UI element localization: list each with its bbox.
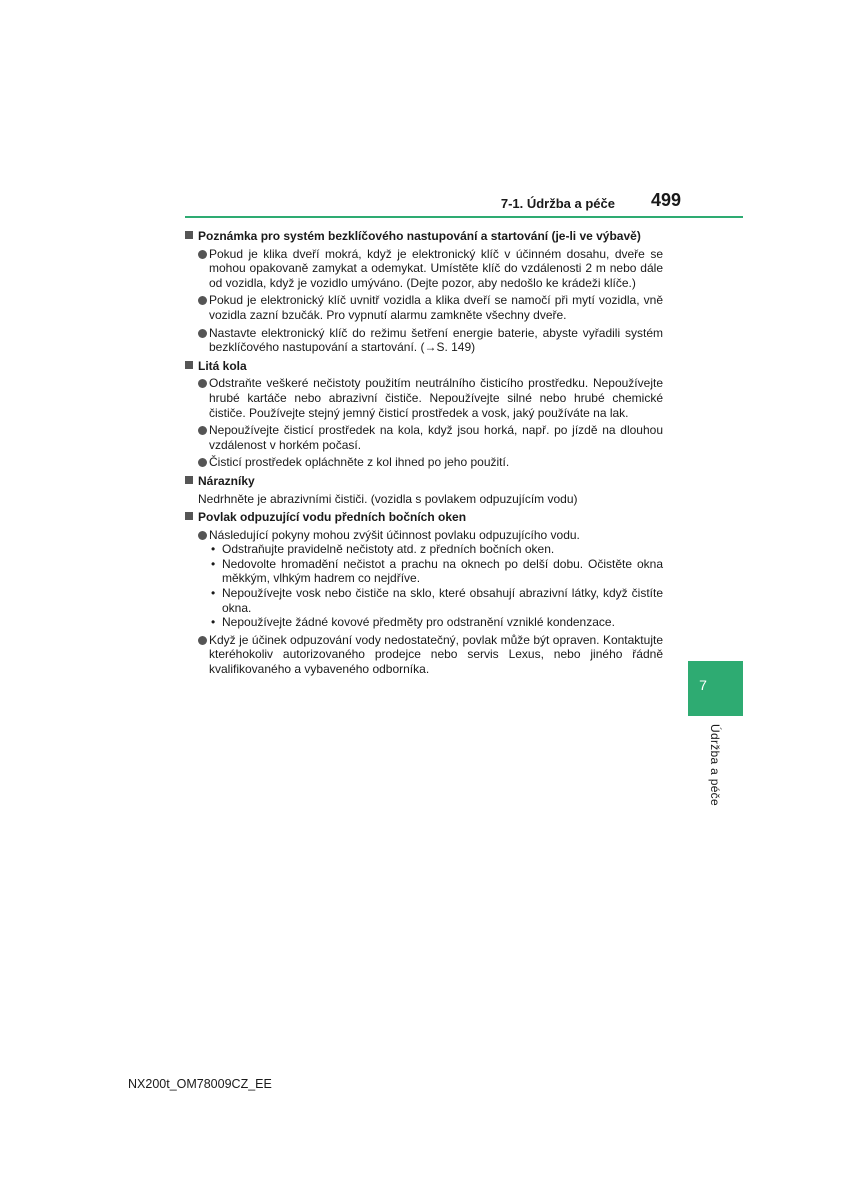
sub-bullet-marker: • [211,556,216,571]
circle-bullet-icon [198,636,207,645]
footer-document-code: NX200t_OM78009CZ_EE [128,1077,272,1091]
bullet-text: Čisticí prostředek opláchněte z kol ihned po jeho použití. [209,455,510,470]
sub-item-text: Odstraňujte pravidelně nečistoty atd. z předních bočních oken. [222,542,555,557]
circle-bullet-icon [198,426,207,435]
bullet-item [185,293,663,322]
circle-bullet-icon [198,458,207,467]
sub-bullet-marker: • [211,615,216,630]
circle-bullet-icon [198,250,207,259]
sub-bullet-marker: • [211,586,216,601]
circle-bullet-icon [198,329,207,338]
sub-bullet-marker: • [211,542,216,557]
bullet-item [185,376,663,420]
circle-bullet-icon [198,296,207,305]
square-bullet-icon [185,231,193,239]
section-title: Litá kola [198,358,247,373]
section-heading [185,359,663,374]
section-text: Nedrhněte je abrazivními čističi. (vozidla s povlakem odpuzujícím vodu) [198,491,578,506]
bullet-text: Nepoužívejte čisticí prostředek na kola, když jsou horká, např. po jízdě na dlouhou vzdálenost v horkém počasí. [209,423,663,452]
section-heading [185,229,663,244]
main-content [185,225,663,677]
bullet-item [185,633,663,677]
sub-item-text: Nepoužívejte žádné kovové předměty pro odstranění vzniklé kondenzace. [222,615,615,630]
bullet-text: Pokud je klika dveří mokrá, když je elektronický klíč v účinném dosahu, dveře se mohou opakovaně zamykat a odemykat. Umístěte klíč do vzdálenosti 2 m nebo dále od vozidla, když je vozidlo umýváno. (Dejte pozor, aby nedošlo ke krádeži klíče.) [209,246,663,290]
chapter-side-label: Údržba a péče [708,724,722,806]
bullet-text: Když je účinek odpuzování vody nedostatečný, povlak může být opraven. Kontaktujte kteréhokoliv autorizovaného prodejce nebo servis Lexus, nebo jiného řádně kvalifikovaného a vybaveného odborníka. [209,632,663,677]
section-title: Povlak odpuzující vodu předních bočních oken [198,510,467,525]
page-number: 499 [650,190,681,210]
bullet-item [185,326,663,355]
sub-item-text: Nepoužívejte vosk nebo čističe na sklo, které obsahují abrazivní látky, když čistíte okna. [222,586,663,615]
bullet-item [185,455,663,470]
section-title: Poznámka pro systém bezklíčového nastupování a startování (je-li ve výbavě) [198,229,641,243]
header-rule [185,216,743,218]
sub-item [185,615,663,630]
header-section-title: 7-1. Údržba a péče [500,196,615,211]
bullet-item [185,247,663,291]
sub-item [185,557,663,586]
bullet-text: Následující pokyny mohou zvýšit účinnost povlaku odpuzujícího vodu. [209,527,580,542]
sub-item-text: Nedovolte hromadění nečistot a prachu na oknech po delší dobu. Očistěte okna měkkým, vlhkým hadrem co nejdříve. [222,556,663,586]
page-header [185,190,743,218]
bullet-text: Pokud je elektronický klíč uvnitř vozidla a klika dveří se namočí při mytí vozidla, vně vozidla zazní bzučák. Pro vypnutí alarmu zamkněte všechny dveře. [209,293,663,322]
circle-bullet-icon [198,531,207,540]
section-heading [185,474,663,489]
bullet-text: Odstraňte veškeré nečistoty použitím neutrálního čisticího prostředku. Nepoužívejte hrubé kartáče nebo abrazivní čističe. Nepoužívejte silné nebo hrubé chemické čističe. Používejte stejný jemný čisticí prostředek a vosk, jaký používáte na lak. [209,376,663,420]
bullet-item [185,423,663,452]
sub-item [185,586,663,615]
chapter-tab [688,661,743,716]
chapter-number: 7 [699,677,707,693]
square-bullet-icon [185,361,193,369]
bullet-item [185,528,663,543]
section-heading [185,510,663,525]
sub-item [185,542,663,557]
square-bullet-icon [185,512,193,520]
circle-bullet-icon [198,379,207,388]
bullet-text: Nastavte elektronický klíč do režimu šetření energie baterie, abyste vyřadili systém bezklíčového nastupování a startování. (→S. 149) [209,325,663,355]
section-title: Nárazníky [198,473,255,488]
square-bullet-icon [185,476,193,484]
